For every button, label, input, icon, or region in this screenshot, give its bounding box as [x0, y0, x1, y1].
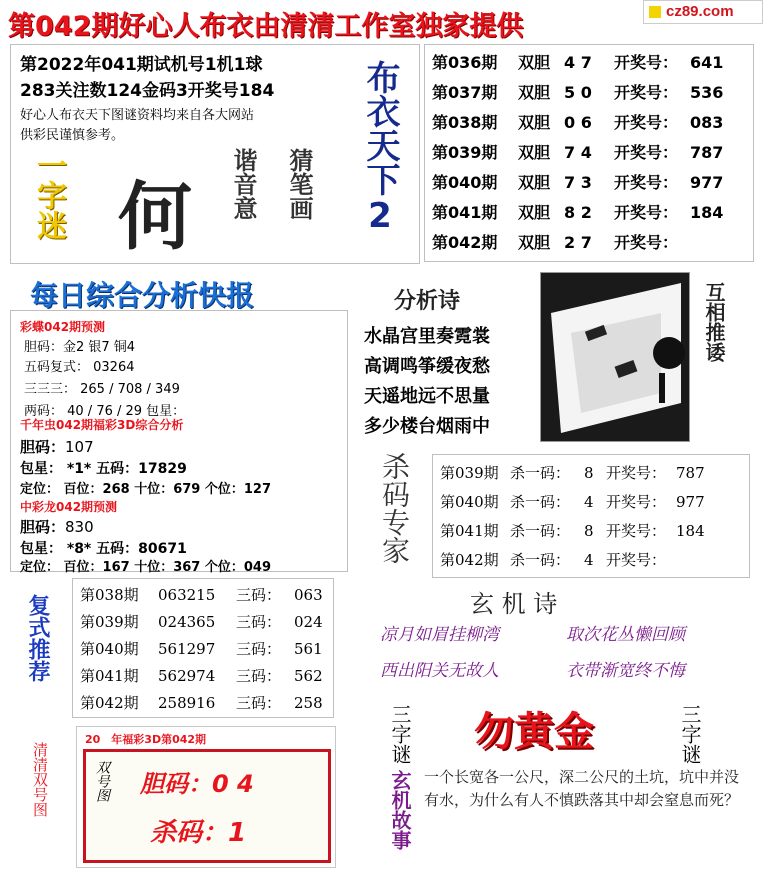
dantuo-pair: 8 2: [564, 203, 592, 222]
intro-line-4: 供彩民谨慎参考。: [20, 128, 125, 143]
dantuo-period: 第037期: [432, 83, 498, 102]
dantuo-pair: 0 6: [564, 113, 592, 132]
fushi-period: 第042期: [80, 694, 139, 712]
prediction2-dan-label: 胆码：: [20, 438, 66, 456]
dantuo-draw-label: 开奖号：: [614, 113, 679, 132]
fushi-value: 258: [294, 694, 323, 712]
kill-draw: 184: [676, 522, 705, 540]
riddle-character: 何: [118, 174, 192, 260]
kill-draw-label: 开奖号：: [606, 493, 667, 511]
dantuo-period: 第040期: [432, 173, 498, 192]
kill-row: [440, 520, 716, 541]
dantuo-pair: 5 0: [564, 83, 592, 102]
kill-draw-label: 开奖号：: [606, 464, 667, 482]
dantuo-row: [432, 50, 730, 73]
dantuo-label: 双胆: [518, 233, 551, 252]
shuanghao-dan: 胆码：0 4: [140, 770, 254, 798]
kill-label: 杀一码：: [510, 551, 571, 569]
kill-draw-label: 开奖号：: [606, 522, 667, 540]
dantuo-pair: 4 7: [564, 53, 592, 72]
poem2-line-1a: 凉月如眉挂柳湾: [380, 625, 499, 645]
shuanghao-card: [83, 749, 331, 863]
riddle-hint-1: 猜笔画: [285, 148, 313, 220]
riddle-label: 一字迷: [31, 150, 66, 240]
shuanghao-corner: 双号图: [94, 760, 110, 802]
kill-value: 8: [584, 464, 594, 482]
prediction2-dingwei: 定位： 百位：268 十位：679 个位：127: [20, 482, 271, 497]
intro-line-3: 好心人布衣天下图谜资料均来自各大网站: [20, 108, 255, 123]
shuanghao-panel: [76, 726, 336, 868]
mystery-poem-title: 玄 机 诗: [470, 590, 558, 618]
dantuo-draw: 787: [690, 143, 724, 162]
dantuo-period: 第042期: [432, 233, 498, 252]
dantuo-label: 双胆: [518, 83, 551, 102]
brand-title: 布衣天下2: [360, 60, 400, 236]
watermark-text: cz89.com: [666, 3, 734, 20]
riddle2-answer: 勿黄金: [474, 709, 594, 755]
riddle2-left-label: 三字谜: [388, 704, 412, 764]
fushi-code: 561297: [158, 640, 216, 658]
fushi-label: 三码：: [236, 640, 282, 658]
fushi-row: [80, 611, 330, 632]
fushi-row: [80, 692, 330, 713]
fushi-period: 第038期: [80, 586, 139, 604]
kill-period: 第041期: [440, 522, 499, 540]
poem1-line-2: 高调鸣筝缓夜愁: [364, 356, 490, 377]
prediction2-dan-value: 107: [65, 438, 94, 456]
kill-draw: 787: [676, 464, 705, 482]
dantuo-draw: 184: [690, 203, 724, 222]
shuanghao-heading: 20 年福彩3D第042期: [85, 733, 207, 746]
intro-line-2: 283关注数124金码3开奖号184: [20, 81, 275, 101]
kill-row: [440, 549, 716, 570]
riddle-hint-2: 谐音意: [229, 148, 257, 220]
dantuo-period: 第039期: [432, 143, 498, 162]
prediction3-heading: 中彩龙042期预测: [20, 500, 118, 514]
dantuo-draw-label: 开奖号：: [614, 233, 679, 252]
prediction2-heading: 千年虫042期福彩3D综合分析: [20, 418, 184, 432]
prediction3-dan-value: 830: [65, 518, 94, 536]
fushi-label: 复式推荐: [25, 594, 50, 682]
cartoon-image-icon: [541, 273, 690, 442]
fushi-row: [80, 665, 330, 686]
intro-line-1: 第2022年041期试机号1机1球: [20, 55, 263, 75]
dantuo-row: [432, 230, 730, 253]
site-watermark: [643, 0, 763, 24]
fushi-value: 561: [294, 640, 323, 658]
kill-row: [440, 491, 716, 512]
dantuo-draw-label: 开奖号：: [614, 173, 679, 192]
analysis-poem-body: [364, 322, 490, 442]
kill-label: 杀一码：: [510, 493, 571, 511]
prediction1-liangma: 两码： 40 / 76 / 29 包星：: [24, 404, 186, 419]
prediction3-baoxing: 包星： *8* 五码：80671: [20, 541, 187, 557]
mutual-picture: [540, 272, 690, 442]
dantuo-draw-label: 开奖号：: [614, 143, 679, 162]
prediction2-baoxing: 包星： *1* 五码：17829: [20, 461, 187, 477]
dantuo-row: [432, 200, 730, 223]
dantuo-row: [432, 140, 730, 163]
kill-value: 8: [584, 522, 594, 540]
fushi-value: 063: [294, 586, 323, 604]
dantuo-label: 双胆: [518, 143, 551, 162]
dantuo-pair: 7 4: [564, 143, 592, 162]
kill-draw: 977: [676, 493, 705, 511]
riddle2-right-label: 三字谜: [678, 704, 702, 764]
poem1-line-3: 天遥地远不思量: [364, 386, 490, 407]
shuanghao-side-label: 清清双号图: [31, 742, 49, 817]
dantuo-pair: 2 7: [564, 233, 592, 252]
poem1-line-4: 多少楼台烟雨中: [364, 416, 490, 437]
kill-expert-label: 杀码专家: [378, 452, 411, 564]
mutual-label: 互相推诿: [702, 282, 726, 362]
shuanghao-sha: 杀码：1: [150, 818, 247, 848]
dantuo-pair: 7 3: [564, 173, 592, 192]
dantuo-draw: 083: [690, 113, 724, 132]
prediction3-dan-label: 胆码：: [20, 518, 66, 536]
fushi-value: 562: [294, 667, 323, 685]
kill-label: 杀一码：: [510, 464, 571, 482]
dantuo-draw-label: 开奖号：: [614, 83, 679, 102]
fushi-label: 三码：: [236, 613, 282, 631]
page-title: 第042期好心人布衣由清清工作室独家提供: [8, 11, 524, 42]
analysis-poem-title: 分析诗: [394, 289, 461, 314]
dantuo-row: [432, 170, 730, 193]
fushi-label: 三码：: [236, 667, 282, 685]
dantuo-draw: 536: [690, 83, 724, 102]
poem2-line-2b: 衣带渐宽终不悔: [566, 661, 685, 681]
fushi-period: 第041期: [80, 667, 139, 685]
dantuo-draw-label: 开奖号：: [614, 53, 679, 72]
fushi-label: 三码：: [236, 586, 282, 604]
poem2-line-1b: 取次花丛懒回顾: [566, 625, 685, 645]
prediction1-fushi: 五码复式： 03264: [24, 360, 135, 375]
fushi-period: 第040期: [80, 640, 139, 658]
fushi-code: 024365: [158, 613, 216, 631]
kill-value: 4: [584, 493, 594, 511]
kill-draw-label: 开奖号：: [606, 551, 667, 569]
dantuo-row: [432, 110, 730, 133]
dantuo-label: 双胆: [518, 203, 551, 222]
fushi-code: 562974: [158, 667, 216, 685]
kill-period: 第039期: [440, 464, 499, 482]
kill-value: 4: [584, 551, 594, 569]
fushi-code: 258916: [158, 694, 216, 712]
kill-period: 第042期: [440, 551, 499, 569]
riddle2-side-label: 玄机故事: [388, 770, 412, 850]
prediction1-dan: 胆码：金2 银7 铜4: [24, 340, 136, 355]
poem2-line-2a: 西出阳关无故人: [380, 661, 499, 681]
daily-report-title: 每日综合分析快报: [30, 279, 255, 312]
riddle2-story: 一个长宽各一公尺，深二公尺的土坑，坑中并没有水，为什么有人不慎跌落其中却会窒息而死？: [424, 768, 740, 809]
prediction3-dan: [20, 516, 94, 537]
dantuo-draw-label: 开奖号：: [614, 203, 679, 222]
dantuo-period: 第036期: [432, 53, 498, 72]
poem1-line-1: 水晶宫里奏霓裳: [364, 326, 490, 347]
kill-period: 第040期: [440, 493, 499, 511]
prediction2-dan: [20, 436, 94, 457]
dantuo-label: 双胆: [518, 113, 551, 132]
dantuo-draw: 641: [690, 53, 724, 72]
fushi-row: [80, 584, 330, 605]
prediction1-sansan: 三三三： 265 / 708 / 349: [24, 382, 180, 397]
prediction1-heading: 彩蝶042期预测: [20, 320, 106, 334]
fushi-row: [80, 638, 330, 659]
dantuo-label: 双胆: [518, 53, 551, 72]
dantuo-label: 双胆: [518, 173, 551, 192]
dantuo-period: 第038期: [432, 113, 498, 132]
fushi-period: 第039期: [80, 613, 139, 631]
fushi-value: 024: [294, 613, 323, 631]
fushi-code: 063215: [158, 586, 216, 604]
dantuo-row: [432, 80, 730, 103]
prediction3-dingwei: 定位： 百位：167 十位：367 个位：049: [20, 560, 271, 575]
dantuo-draw: 977: [690, 173, 724, 192]
dantuo-period: 第041期: [432, 203, 498, 222]
kill-label: 杀一码：: [510, 522, 571, 540]
fushi-label: 三码：: [236, 694, 282, 712]
kill-row: [440, 462, 716, 483]
